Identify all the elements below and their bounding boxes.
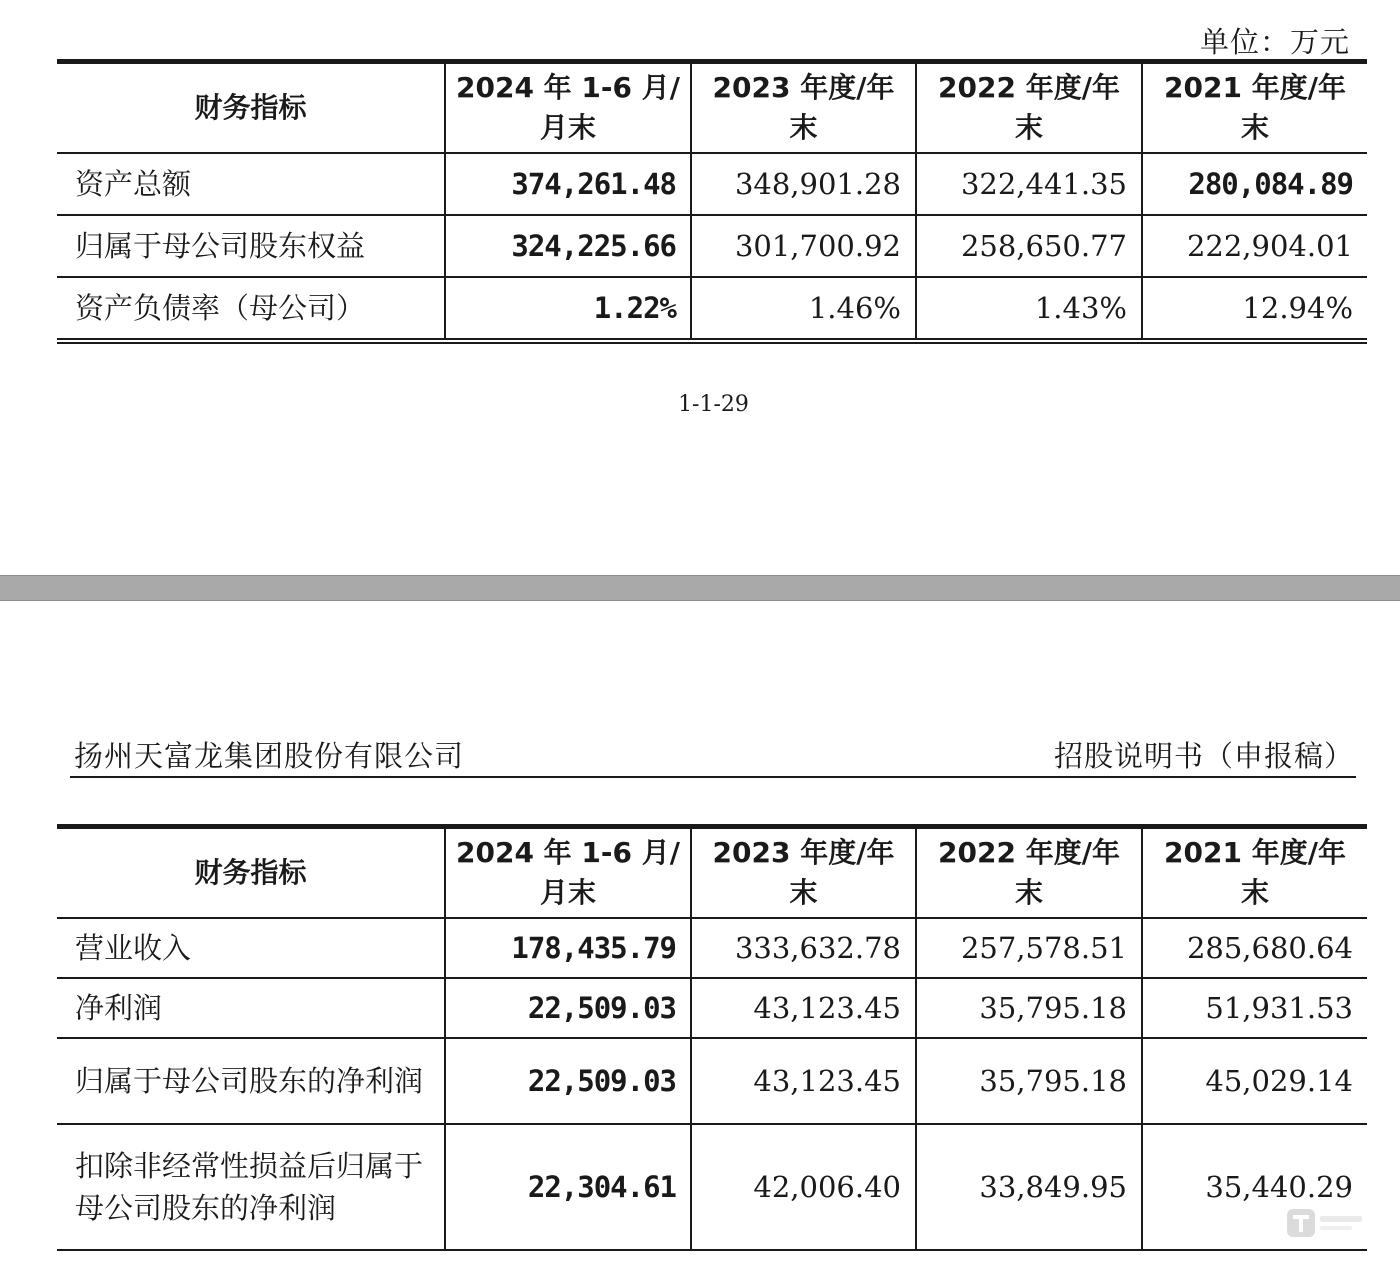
- t-logo-watermark-icon: [1286, 1208, 1366, 1238]
- cell-2023: 348,901.28: [691, 153, 916, 215]
- unit-label: 单位：万元: [1199, 25, 1350, 59]
- header-2023: 2023 年度/年末: [691, 62, 916, 154]
- page-number: 1-1-29: [678, 392, 749, 417]
- table-row: [57, 1038, 1367, 1124]
- page-separator: [0, 575, 1400, 601]
- cell-2023: 333,632.78: [691, 918, 916, 978]
- cell-2023: 43,123.45: [691, 1038, 916, 1124]
- cell-2022: 35,795.18: [916, 978, 1142, 1038]
- cell-2021: 12.94%: [1142, 277, 1367, 341]
- header-2024h1: 2024 年 1-6 月/月末: [445, 62, 691, 154]
- cell-2021: 280,084.89: [1142, 153, 1367, 215]
- cell-2022: 33,849.95: [916, 1124, 1142, 1250]
- cell-2021: 45,029.14: [1142, 1038, 1367, 1124]
- row-label: 归属于母公司股东权益: [57, 215, 445, 277]
- document-type: 招股说明书（申报稿）: [1053, 739, 1354, 773]
- cell-2022: 35,795.18: [916, 1038, 1142, 1124]
- cell-2023: 1.46%: [691, 277, 916, 341]
- cell-2023: 301,700.92: [691, 215, 916, 277]
- cell-2024h1: 22,509.03: [445, 1038, 691, 1124]
- cell-2022: 258,650.77: [916, 215, 1142, 277]
- cell-2024h1: 374,261.48: [445, 153, 691, 215]
- cell-2023: 42,006.40: [691, 1124, 916, 1250]
- cell-2022: 257,578.51: [916, 918, 1142, 978]
- table-row: [57, 153, 1367, 215]
- cell-2021: 51,931.53: [1142, 978, 1367, 1038]
- header-2021: 2021 年度/年末: [1142, 827, 1367, 919]
- cell-2024h1: 1.22%: [445, 277, 691, 341]
- cell-2021: 35,440.29: [1142, 1124, 1367, 1250]
- header-2022: 2022 年度/年末: [916, 62, 1142, 154]
- table-row: [57, 978, 1367, 1038]
- table-row: [57, 215, 1367, 277]
- header-2022: 2022 年度/年末: [916, 827, 1142, 919]
- row-label: 资产总额: [57, 153, 445, 215]
- table-row: [57, 918, 1367, 978]
- cell-2022: 322,441.35: [916, 153, 1142, 215]
- table-row: [57, 1124, 1367, 1250]
- financial-table-balance: [57, 59, 1367, 344]
- table-header-row: [57, 827, 1367, 919]
- cell-2024h1: 22,509.03: [445, 978, 691, 1038]
- row-label: 营业收入: [57, 918, 445, 978]
- company-name: 扬州天富龙集团股份有限公司: [74, 739, 465, 773]
- header-indicator: 财务指标: [57, 62, 445, 154]
- cell-2022: 1.43%: [916, 277, 1142, 341]
- cell-2021: 222,904.01: [1142, 215, 1367, 277]
- cell-2024h1: 324,225.66: [445, 215, 691, 277]
- row-label: 净利润: [57, 978, 445, 1038]
- row-label: 归属于母公司股东的净利润: [57, 1038, 445, 1124]
- row-label: 扣除非经常性损益后归属于母公司股东的净利润: [57, 1124, 445, 1250]
- cell-2024h1: 22,304.61: [445, 1124, 691, 1250]
- header-2024h1: 2024 年 1-6 月/月末: [445, 827, 691, 919]
- document-header: [70, 734, 1356, 778]
- cell-2023: 43,123.45: [691, 978, 916, 1038]
- header-indicator: 财务指标: [57, 827, 445, 919]
- cell-2021: 285,680.64: [1142, 918, 1367, 978]
- header-2021: 2021 年度/年末: [1142, 62, 1367, 154]
- cell-2024h1: 178,435.79: [445, 918, 691, 978]
- table-row: [57, 277, 1367, 341]
- header-2023: 2023 年度/年末: [691, 827, 916, 919]
- financial-table-income: [57, 824, 1367, 1251]
- table-header-row: [57, 62, 1367, 154]
- row-label: 资产负债率（母公司）: [57, 277, 445, 341]
